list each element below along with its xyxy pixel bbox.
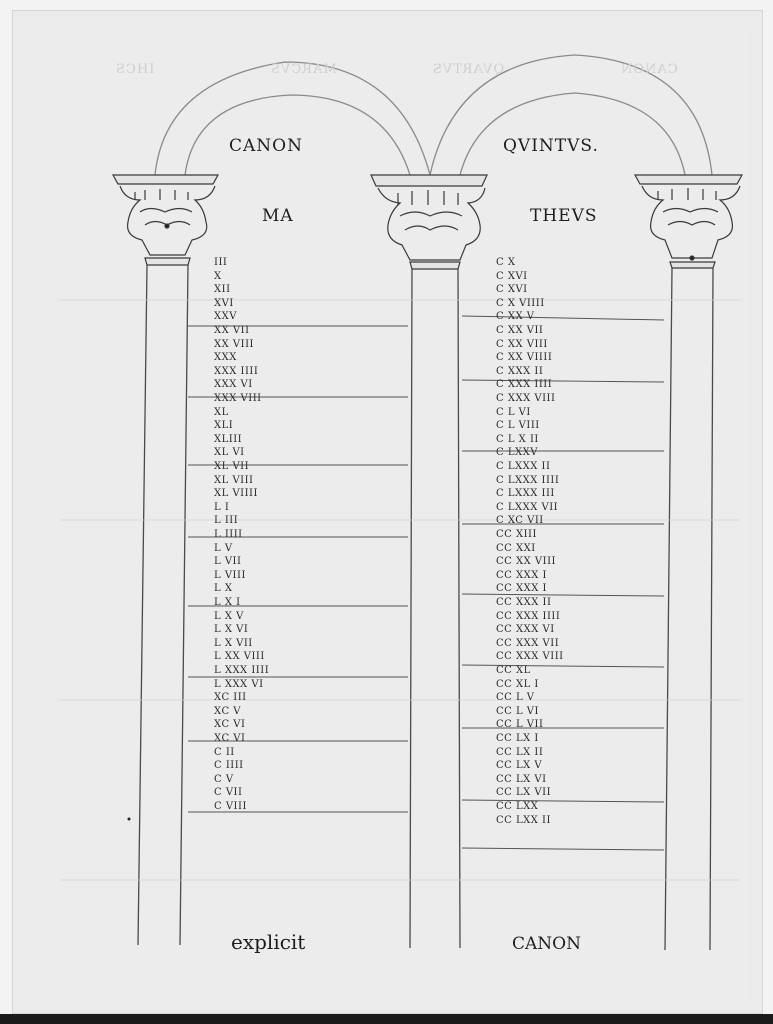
canon-entry: C LXXX II <box>496 461 551 472</box>
canon-entry: XC VI <box>214 733 246 744</box>
canon-entry: L X VI <box>214 624 249 636</box>
canon-footer: CANON <box>512 934 581 954</box>
canon-entry: C IIII <box>214 760 244 772</box>
canon-entry: CC XXX VII <box>496 637 560 649</box>
canon-entry: CC L V <box>496 692 535 704</box>
canon-entry: C XXX VIII <box>496 393 556 404</box>
canon-entry: C XX VIII <box>496 338 548 350</box>
canon-entry: L VII <box>214 556 242 568</box>
canon-entry: XX VII <box>214 325 250 336</box>
canon-entry: CC XXX I <box>496 583 547 595</box>
right-dividers <box>462 316 664 850</box>
bleed-through-top-left: IHCS <box>115 62 155 77</box>
quintus-header: QVINTVS. <box>503 136 599 156</box>
canon-entry: C L X II <box>496 433 539 445</box>
canon-entry: L X V <box>214 610 244 622</box>
canon-entry: CC LXX <box>496 801 539 812</box>
canon-entry: L XXX IIII <box>214 665 270 676</box>
canon-entry: C XX V <box>496 311 535 323</box>
canon-entry: C XX VIIII <box>496 352 553 364</box>
canon-entry: XXX VIII <box>214 393 262 404</box>
canon-entry: C XX VII <box>496 325 544 336</box>
canon-entry: L X <box>214 583 233 595</box>
right-arch-inner <box>460 93 685 175</box>
canon-entry: L V <box>214 542 233 554</box>
canon-entry: L XX VIII <box>214 651 265 663</box>
canon-entry: C X VIIII <box>496 297 545 309</box>
canon-entry: CC XXX II <box>496 597 552 608</box>
canon-entry: CC LX I <box>496 733 539 744</box>
canon-entry: XC III <box>214 692 247 704</box>
canon-entry: XC V <box>214 705 241 717</box>
canon-entry: C XVI <box>496 284 528 296</box>
middle-capital <box>371 175 487 269</box>
canon-entry: C XC VII <box>496 515 544 527</box>
photo-bottom-edge <box>0 1014 773 1024</box>
canon-entry: CC LX VII <box>496 787 552 799</box>
ma-header: MA <box>262 206 294 226</box>
canon-entry: L XXX VI <box>214 678 264 690</box>
canon-entry: C XVI <box>496 270 528 282</box>
canon-entry: C VII <box>214 787 243 799</box>
canon-entry: X <box>214 270 222 282</box>
canon-entry: L I <box>214 501 230 513</box>
canon-entry: C L VI <box>496 406 531 418</box>
canon-entry: XL VIIII <box>214 488 258 500</box>
right-capital <box>635 175 742 268</box>
canon-entry: L VIII <box>214 569 246 581</box>
canon-entry: C XXX IIII <box>496 379 553 391</box>
canon-entry: CC L VI <box>496 705 539 717</box>
canon-entry: L X VII <box>214 637 253 649</box>
canon-header: CANON <box>229 136 303 156</box>
canon-entry: XXX <box>214 352 237 364</box>
canon-entry: XII <box>214 284 231 296</box>
canon-entry: XL VIII <box>214 474 254 486</box>
canon-entry: CC XXI <box>496 542 536 554</box>
ink-dot <box>128 818 131 821</box>
bleed-through-top-mid2: QVARTVS <box>432 62 505 77</box>
canon-entry: CC LX II <box>496 746 544 758</box>
theus-header: THEVS <box>530 206 598 226</box>
canon-entry: XLIII <box>214 433 243 445</box>
explicit-footer: explicit <box>231 930 306 954</box>
left-capital <box>113 175 218 265</box>
bleed-through-top-right: CANON <box>620 62 678 77</box>
bleed-through-top-mid: MARCVS <box>270 62 337 77</box>
canon-entry: CC LXX II <box>496 814 551 826</box>
canon-entry: L III <box>214 515 239 527</box>
canon-entry: CC XXX VI <box>496 624 555 636</box>
canon-entry: XVI <box>214 297 234 309</box>
canon-entry: CC LX V <box>496 760 543 772</box>
canon-entry: CC XXX I <box>496 569 547 581</box>
canon-entry: L IIII <box>214 529 243 540</box>
left-arch-outer <box>155 62 430 175</box>
canon-entry: XL <box>214 406 229 418</box>
ruling-lines <box>60 297 740 880</box>
canon-entry: III <box>214 257 228 268</box>
canon-entry: CC XL <box>496 665 531 676</box>
canon-entry: C VIII <box>214 801 247 812</box>
canon-entry: C LXXX IIII <box>496 474 560 486</box>
canon-entry: XL VI <box>214 447 245 459</box>
canon-entry: CC L VII <box>496 719 544 731</box>
canon-entry: XL VII <box>214 461 250 472</box>
canon-entry: CC XIII <box>496 529 537 540</box>
canon-entry: XXX IIII <box>214 365 259 377</box>
canon-entry: C XXX II <box>496 365 544 377</box>
canon-entry: CC LX VI <box>496 773 547 785</box>
canon-entry: C II <box>214 746 235 758</box>
canon-entry: XX VIII <box>214 338 254 350</box>
canon-entry: L X I <box>214 597 241 608</box>
canon-entry: C L VIII <box>496 420 540 432</box>
canon-entry: CC XXX IIII <box>496 610 561 622</box>
canon-entry: C LXXX VII <box>496 501 559 513</box>
canon-entry: C V <box>214 773 234 785</box>
canon-entry: XXX VI <box>214 379 253 391</box>
canon-entry: CC XXX VIII <box>496 651 564 663</box>
canon-entry: CC XL I <box>496 678 539 690</box>
left-arch-inner <box>185 95 410 175</box>
canon-entry: C X <box>496 257 516 268</box>
canon-entry: XLI <box>214 420 234 432</box>
canon-entry: C LXXV <box>496 447 538 459</box>
canon-entry: C LXXX III <box>496 488 555 500</box>
canon-entry: XXV <box>214 311 237 323</box>
canon-entry: XC VI <box>214 719 246 731</box>
canon-entry: CC XX VIII <box>496 556 556 568</box>
